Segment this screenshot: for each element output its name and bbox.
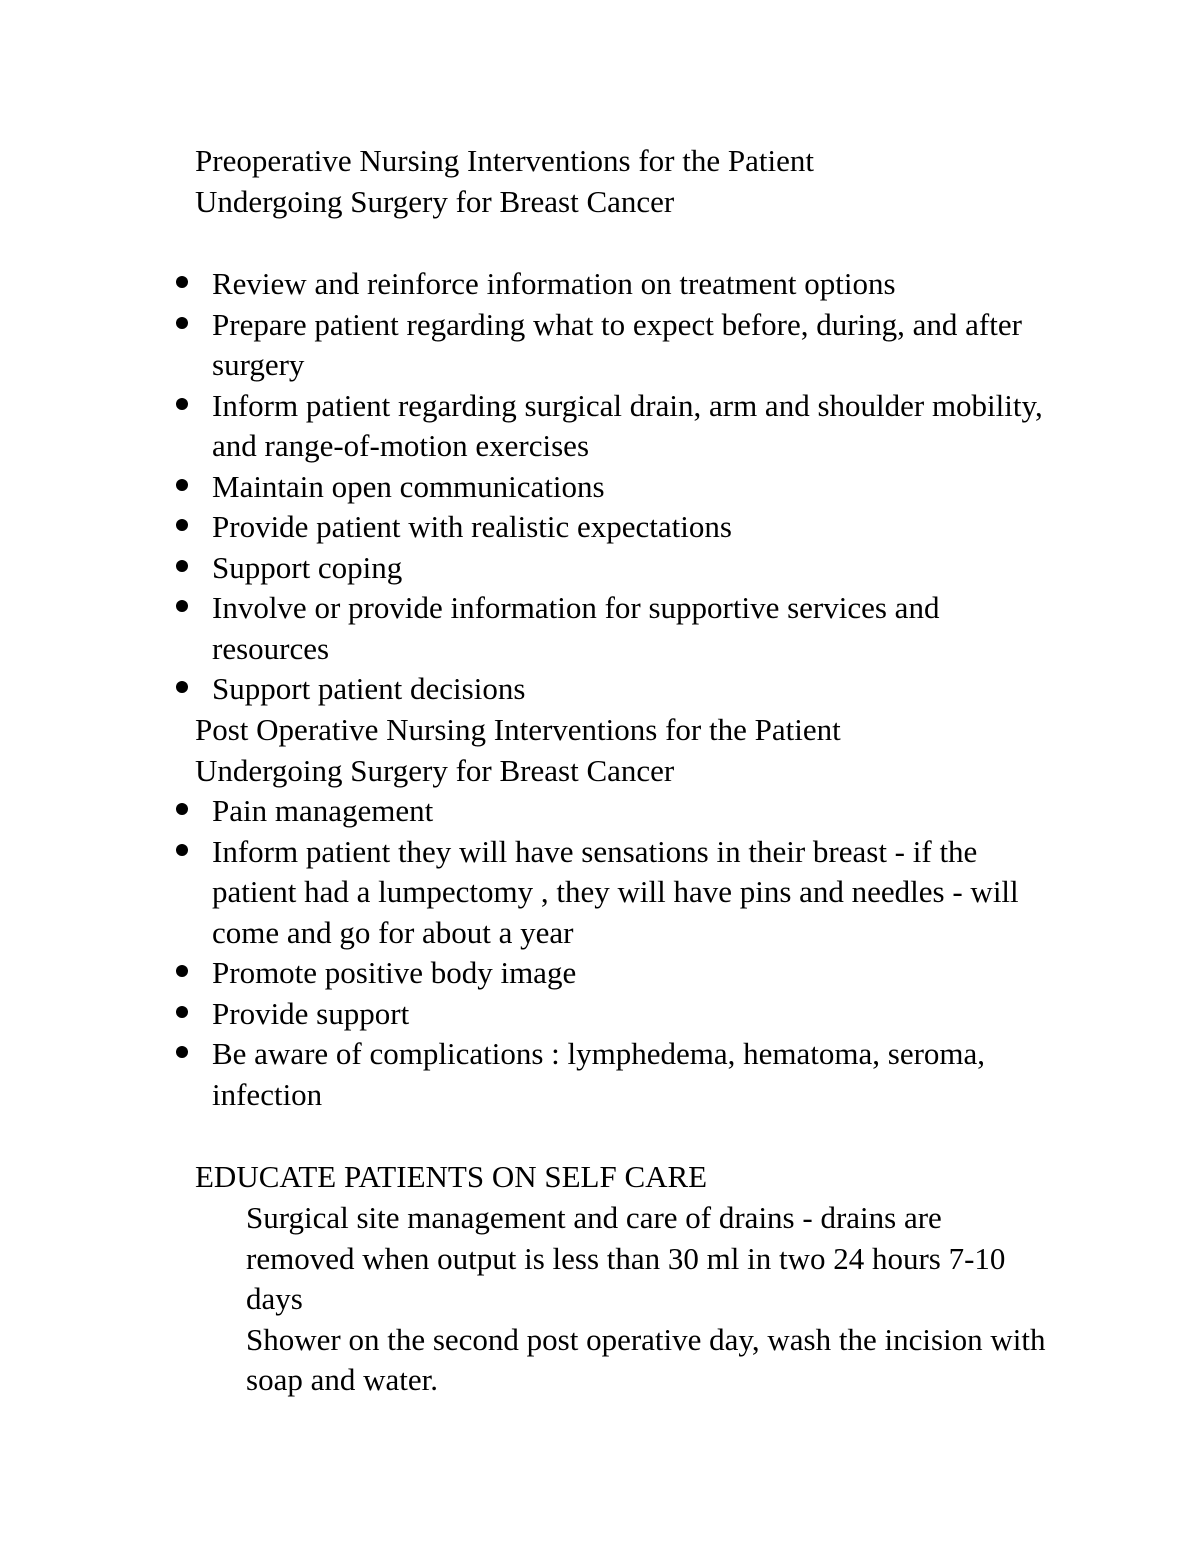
postop-heading-line2: Undergoing Surgery for Breast Cancer: [195, 752, 675, 788]
bullet-icon: [176, 844, 188, 856]
bullet-icon: [176, 965, 188, 977]
postop-heading: [195, 710, 1095, 791]
preop-heading: [195, 141, 1095, 222]
bullet-icon: [176, 479, 188, 491]
list-item: Inform patient regarding surgical drain, arm and shoulder mobility, and range-of-motion exercises: [0, 386, 1052, 467]
bullet-icon: [176, 1046, 188, 1058]
bullet-icon: [176, 276, 188, 288]
list-item: Support coping: [0, 548, 1052, 589]
list-item: Provide patient with realistic expectations: [0, 507, 1052, 548]
bullet-icon: [176, 600, 188, 612]
list-item: Inform patient they will have sensations in their breast - if the patient had a lumpectomy , they will have pins and needles - will come and go for about a year: [0, 832, 1052, 954]
list-item: Pain management: [0, 791, 1052, 832]
list-item: Involve or provide information for supportive services and resources: [0, 588, 1052, 669]
preop-heading-line1: Preoperative Nursing Interventions for the Patient: [195, 143, 814, 178]
list-item: Prepare patient regarding what to expect before, during, and after surgery: [0, 305, 1052, 386]
bullet-icon: [176, 1006, 188, 1018]
list-item: Promote positive body image: [0, 953, 1052, 994]
preop-list: [0, 264, 1052, 710]
bullet-icon: [176, 681, 188, 693]
list-item: Support patient decisions: [0, 669, 1052, 710]
bullet-icon: [176, 398, 188, 410]
bullet-icon: [176, 560, 188, 572]
bullet-icon: [176, 317, 188, 329]
bullet-icon: [176, 519, 188, 531]
list-item: Maintain open communications: [0, 467, 1052, 508]
education-heading: EDUCATE PATIENTS ON SELF CARE: [195, 1159, 708, 1194]
postop-list: [0, 791, 1052, 1115]
list-item: Surgical site management and care of drains - drains are removed when output is less than 30 ml in two 24 hours 7-10 days: [246, 1200, 1006, 1316]
preop-heading-line2: Undergoing Surgery for Breast Cancer: [195, 183, 675, 219]
list-item: Be aware of complications : lymphedema, hematoma, seroma, infection: [0, 1034, 1052, 1115]
postop-heading-line1: Post Operative Nursing Interventions for the Patient: [195, 712, 841, 747]
list-item: Review and reinforce information on treatment options: [0, 264, 1052, 305]
list-item: Provide support: [0, 994, 1052, 1035]
education-list: [246, 1198, 1056, 1401]
list-item: Shower on the second post operative day, wash the incision with soap and water.: [246, 1321, 1046, 1397]
bullet-icon: [176, 803, 188, 815]
